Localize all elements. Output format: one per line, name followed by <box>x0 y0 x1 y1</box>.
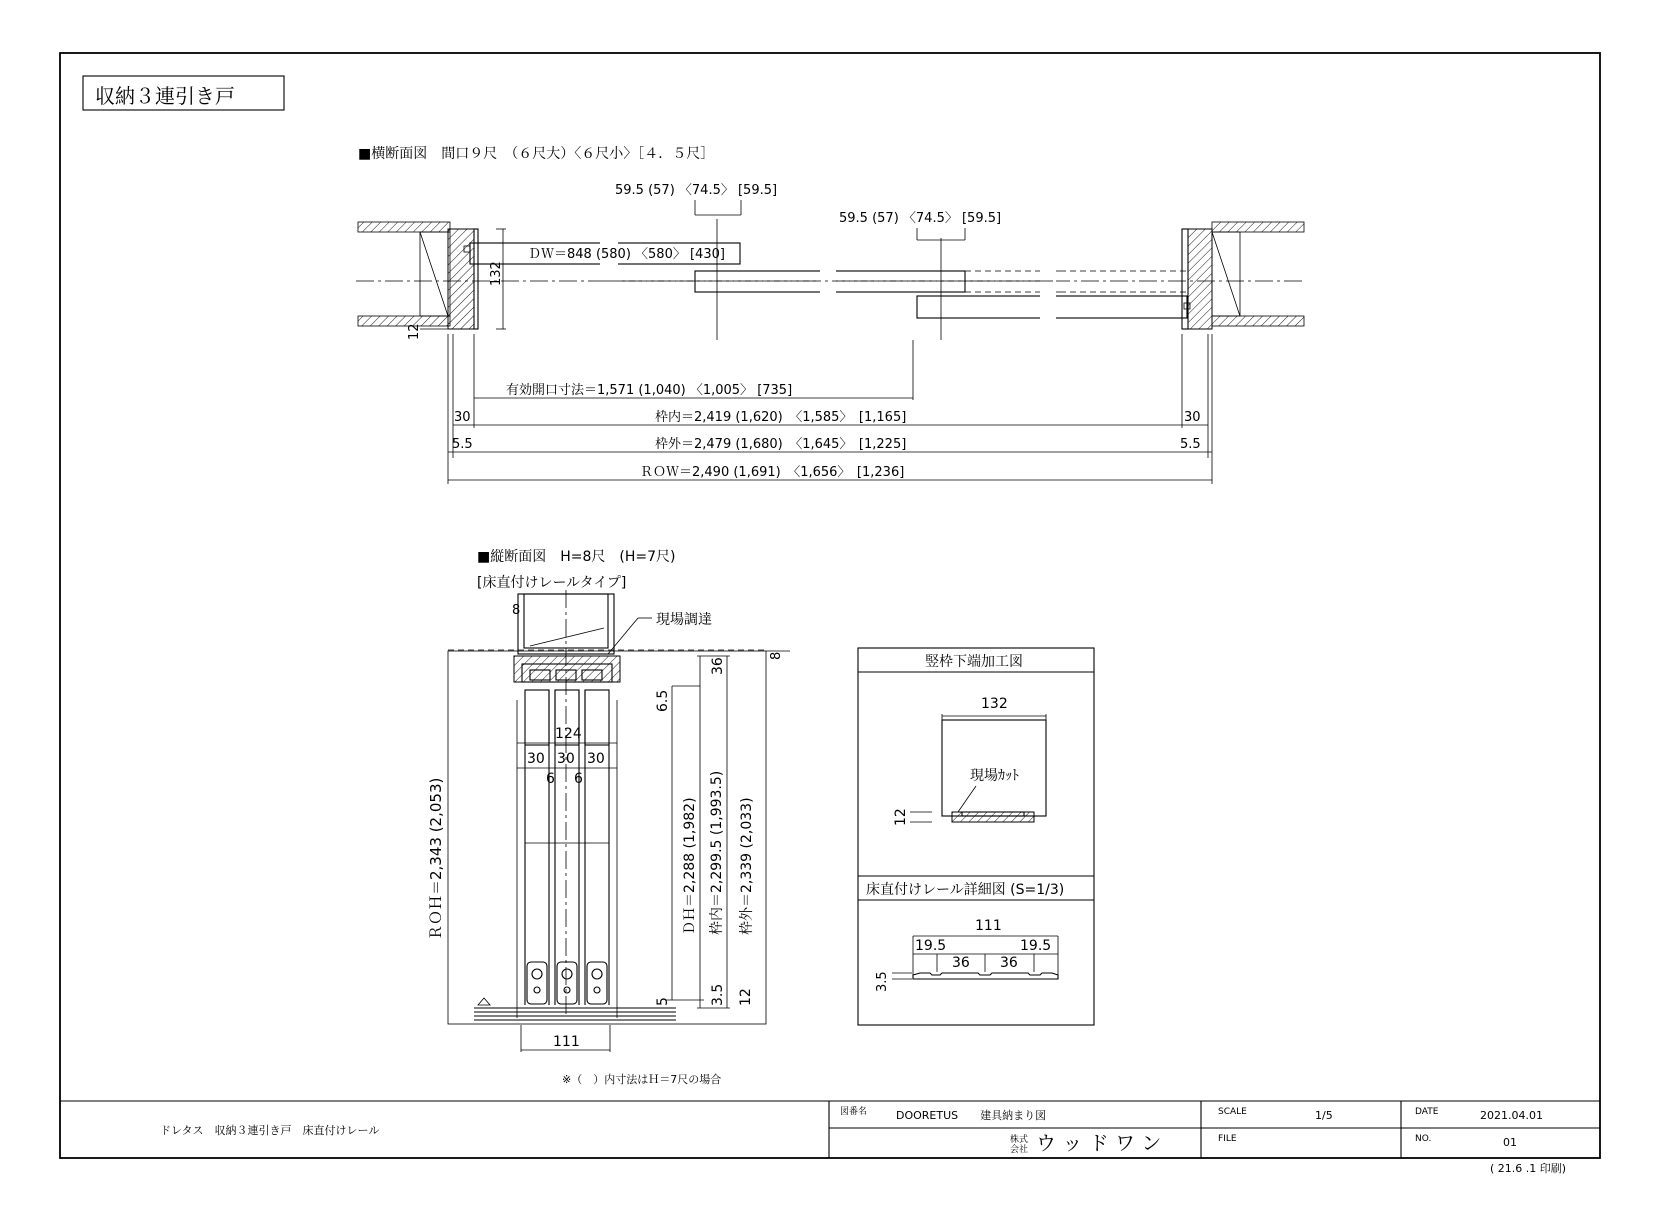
right-jamb <box>1188 229 1212 329</box>
section-footnote: ※（ ）内寸法はＨ＝7尺の場合 <box>562 1073 722 1086</box>
dim-opening: 有効開口寸法＝1,571 (1,040) 〈1,005〉 [735] <box>506 383 793 398</box>
dim-132-plan: 132 <box>489 261 504 286</box>
no-value: 01 <box>1503 1136 1517 1149</box>
drawing-name: DOORETUS 建具納まり図 <box>896 1109 1047 1122</box>
dim-30-left: 30 <box>454 410 471 425</box>
dim-12-section: 12 <box>738 988 754 1006</box>
company-name: ウ ッ ド ワ ン <box>1036 1131 1162 1155</box>
title-block <box>60 1101 1600 1158</box>
dim-6a: 6 <box>546 771 555 787</box>
date-value: 2021.04.01 <box>1480 1109 1543 1122</box>
dim-outer-h: 枠外＝2,339 (2,033) <box>739 797 755 935</box>
dim-door2: 59.5 (57) 〈74.5〉 [59.5] <box>839 211 1002 226</box>
detail-rail-dim-35: 3.5 <box>875 971 890 992</box>
detail-rail <box>858 876 1094 992</box>
detail-frame-cut: 現場ｶｯﾄ <box>970 768 1019 784</box>
dim-dw: ＤＷ＝848 (580) 〈580〉 [430] <box>528 247 725 262</box>
dim-inner: 枠内＝2,419 (1,620) 〈1,585〉 [1,165] <box>655 410 907 425</box>
dim-124: 124 <box>555 726 582 742</box>
dim-6b: 6 <box>574 771 583 787</box>
detail-frame-bottom <box>858 648 1094 1025</box>
dim-5: 5 <box>655 997 671 1006</box>
company-prefix-top: 株式 <box>1010 1135 1029 1145</box>
dim-36-section: 36 <box>710 657 726 675</box>
detail-rail-dim-36-left: 36 <box>952 955 970 971</box>
date-label: DATE <box>1415 1107 1439 1117</box>
rail-profile <box>913 973 1058 979</box>
dim-111-section: 111 <box>553 1034 580 1050</box>
dim-row: ＲＯＷ＝2,490 (1,691) 〈1,656〉 [1,236] <box>640 465 905 480</box>
file-label: FILE <box>1218 1134 1237 1144</box>
right-wall-top <box>1212 222 1304 232</box>
left-wall-bottom <box>358 316 450 326</box>
dim-12-plan: 12 <box>407 323 422 340</box>
detail-rail-title: 床直付けレール詳細図 (S=1/3) <box>866 882 1065 898</box>
section-subheading: [床直付けレールタイプ] <box>477 575 627 591</box>
detail-frame-dim-132: 132 <box>981 696 1008 712</box>
plan-heading: ■横断面図 間口９尺 （６尺大）〈６尺小〉［４．５尺］ <box>358 146 715 162</box>
company-prefix-bottom: 会社 <box>1010 1145 1029 1155</box>
dim-8-right: 8 <box>769 651 784 660</box>
note-site: 現場調達 <box>656 612 712 628</box>
product-name: ドレタス 収納３連引き戸 床直付けレール <box>160 1124 380 1137</box>
drawing-name-label: 図番名 <box>840 1107 868 1117</box>
section-heading: ■縦断面図 H=8尺 (H=7尺) <box>477 549 676 565</box>
dim-30c: 30 <box>587 751 605 767</box>
dim-55-right: 5.5 <box>1180 437 1201 452</box>
dim-roh: ＲＯＨ＝2,343 (2,053) <box>427 777 445 940</box>
drawing-title: 収納３連引き戸 <box>95 84 235 108</box>
detail-rail-dim-195-left: 19.5 <box>915 938 947 954</box>
detail-rail-dim-195-right: 19.5 <box>1020 938 1052 954</box>
right-wall-bottom <box>1212 316 1304 326</box>
section-view <box>427 549 790 1086</box>
print-note: ( 21.6 .1 印刷) <box>1490 1162 1567 1175</box>
no-label: NO. <box>1415 1134 1432 1144</box>
detail-frame-title: 竪枠下端加工図 <box>925 654 1023 670</box>
dim-inner-h: 枠内＝2,299.5 (1,993.5) <box>709 770 725 935</box>
frame-cut-notch <box>952 812 1034 822</box>
detail-rail-dim-111: 111 <box>975 918 1002 934</box>
dim-30b: 30 <box>557 751 575 767</box>
sheet-border <box>60 53 1600 1158</box>
scale-value: 1/5 <box>1315 1109 1333 1122</box>
dim-55-left: 5.5 <box>452 437 473 452</box>
left-wall-top <box>358 222 450 232</box>
dim-30a: 30 <box>527 751 545 767</box>
detail-frame-dim-12: 12 <box>893 808 909 826</box>
detail-rail-dim-36-right: 36 <box>1000 955 1018 971</box>
dim-dh: ＤＨ＝2,288 (1,982) <box>682 797 698 935</box>
dim-door1: 59.5 (57) 〈74.5〉 [59.5] <box>615 183 778 198</box>
scale-label: SCALE <box>1218 1107 1247 1117</box>
dim-65: 6.5 <box>655 689 671 712</box>
dim-8-top: 8 <box>512 603 521 618</box>
dim-35-section: 3.5 <box>710 983 726 1006</box>
plan-view <box>356 145 1304 484</box>
dim-outer: 枠外＝2,479 (1,680) 〈1,645〉 [1,225] <box>655 437 907 452</box>
dim-30-right: 30 <box>1184 410 1201 425</box>
